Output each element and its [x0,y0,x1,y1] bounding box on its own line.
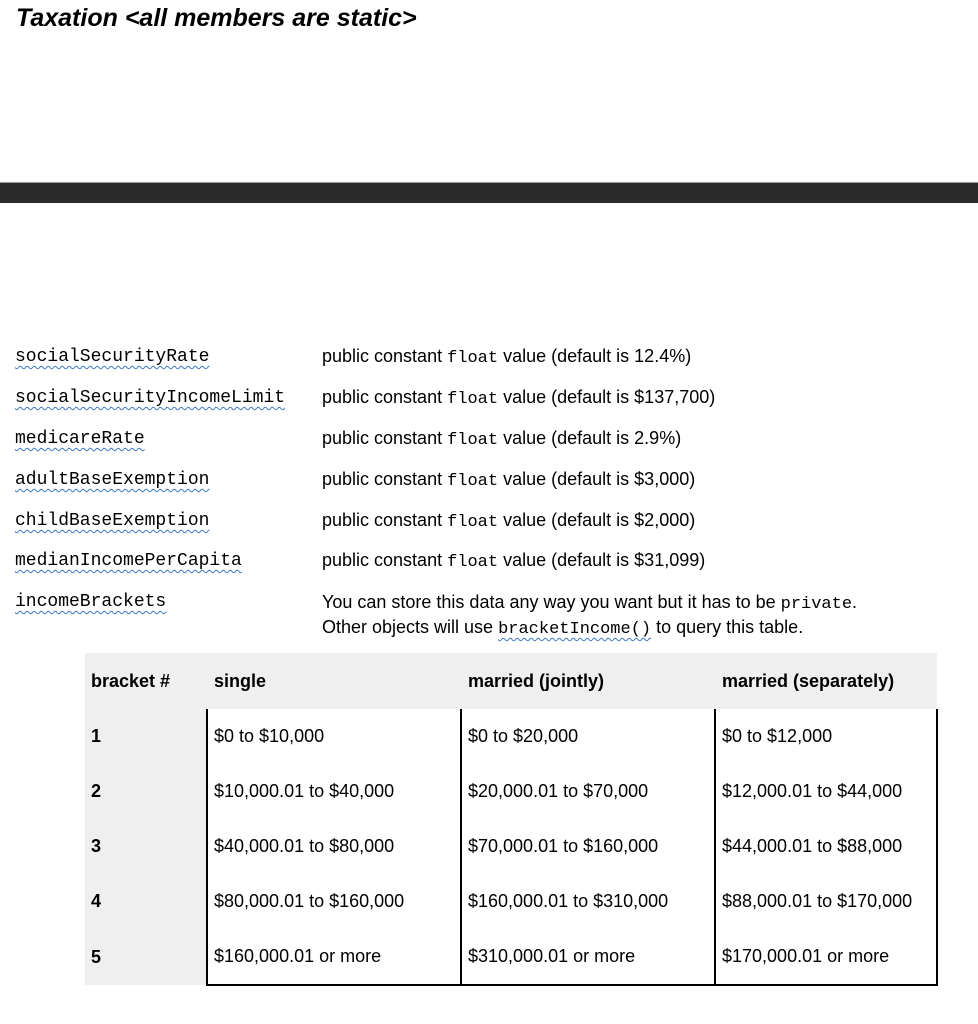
field-description: You can store this data any way you want but it has to be private. [322,592,858,614]
table-cell: $160,000.01 or more [207,929,461,985]
field-name: medicareRate [15,429,145,449]
table-cell: $160,000.01 to $310,000 [461,874,715,929]
field-description: public constant float value (default is $137,700) [322,387,716,409]
table-cell: $40,000.01 to $80,000 [207,819,461,874]
column-header: bracket # [85,653,207,709]
field-description: public constant float value (default is $2,000) [322,510,696,532]
field-description: Other objects will use bracketIncome() to query this table. [322,617,804,639]
column-header: single [207,653,461,709]
table-cell: $20,000.01 to $70,000 [461,764,715,819]
table-cell: $0 to $12,000 [715,709,937,764]
table-row [85,709,937,764]
table-cell: $44,000.01 to $88,000 [715,819,937,874]
bracket-number: 1 [85,709,207,764]
field-name: socialSecurityIncomeLimit [15,388,286,408]
table-row [85,819,937,874]
field-name: socialSecurityRate [15,347,210,367]
income-brackets-table [85,653,938,986]
table-row [85,929,937,985]
table-cell: $80,000.01 to $160,000 [207,874,461,929]
bracket-number: 5 [85,929,207,985]
field-description: public constant float value (default is $31,099) [322,550,706,572]
table-cell: $70,000.01 to $160,000 [461,819,715,874]
table-cell: $12,000.01 to $44,000 [715,764,937,819]
field-name: adultBaseExemption [15,470,210,490]
field-name: childBaseExemption [15,511,210,531]
field-description: public constant float value (default is 12.4%) [322,346,692,368]
table-row [85,874,937,929]
field-description: public constant float value (default is 2.9%) [322,428,682,450]
column-header: married (separately) [715,653,937,709]
field-name: medianIncomePerCapita [15,551,242,571]
table-cell: $10,000.01 to $40,000 [207,764,461,819]
table-cell: $0 to $20,000 [461,709,715,764]
field-name: incomeBrackets [15,592,167,612]
table-cell: $310,000.01 or more [461,929,715,985]
bracket-number: 4 [85,874,207,929]
table-cell: $0 to $10,000 [207,709,461,764]
bracket-number: 2 [85,764,207,819]
section-divider [0,182,978,203]
table-cell: $88,000.01 to $170,000 [715,874,937,929]
table-row [85,764,937,819]
bracket-number: 3 [85,819,207,874]
table-cell: $170,000.01 or more [715,929,937,985]
column-header: married (jointly) [461,653,715,709]
field-description: public constant float value (default is $3,000) [322,469,696,491]
table-header-row [85,653,937,709]
page-title: Taxation <all members are static> [16,4,417,32]
